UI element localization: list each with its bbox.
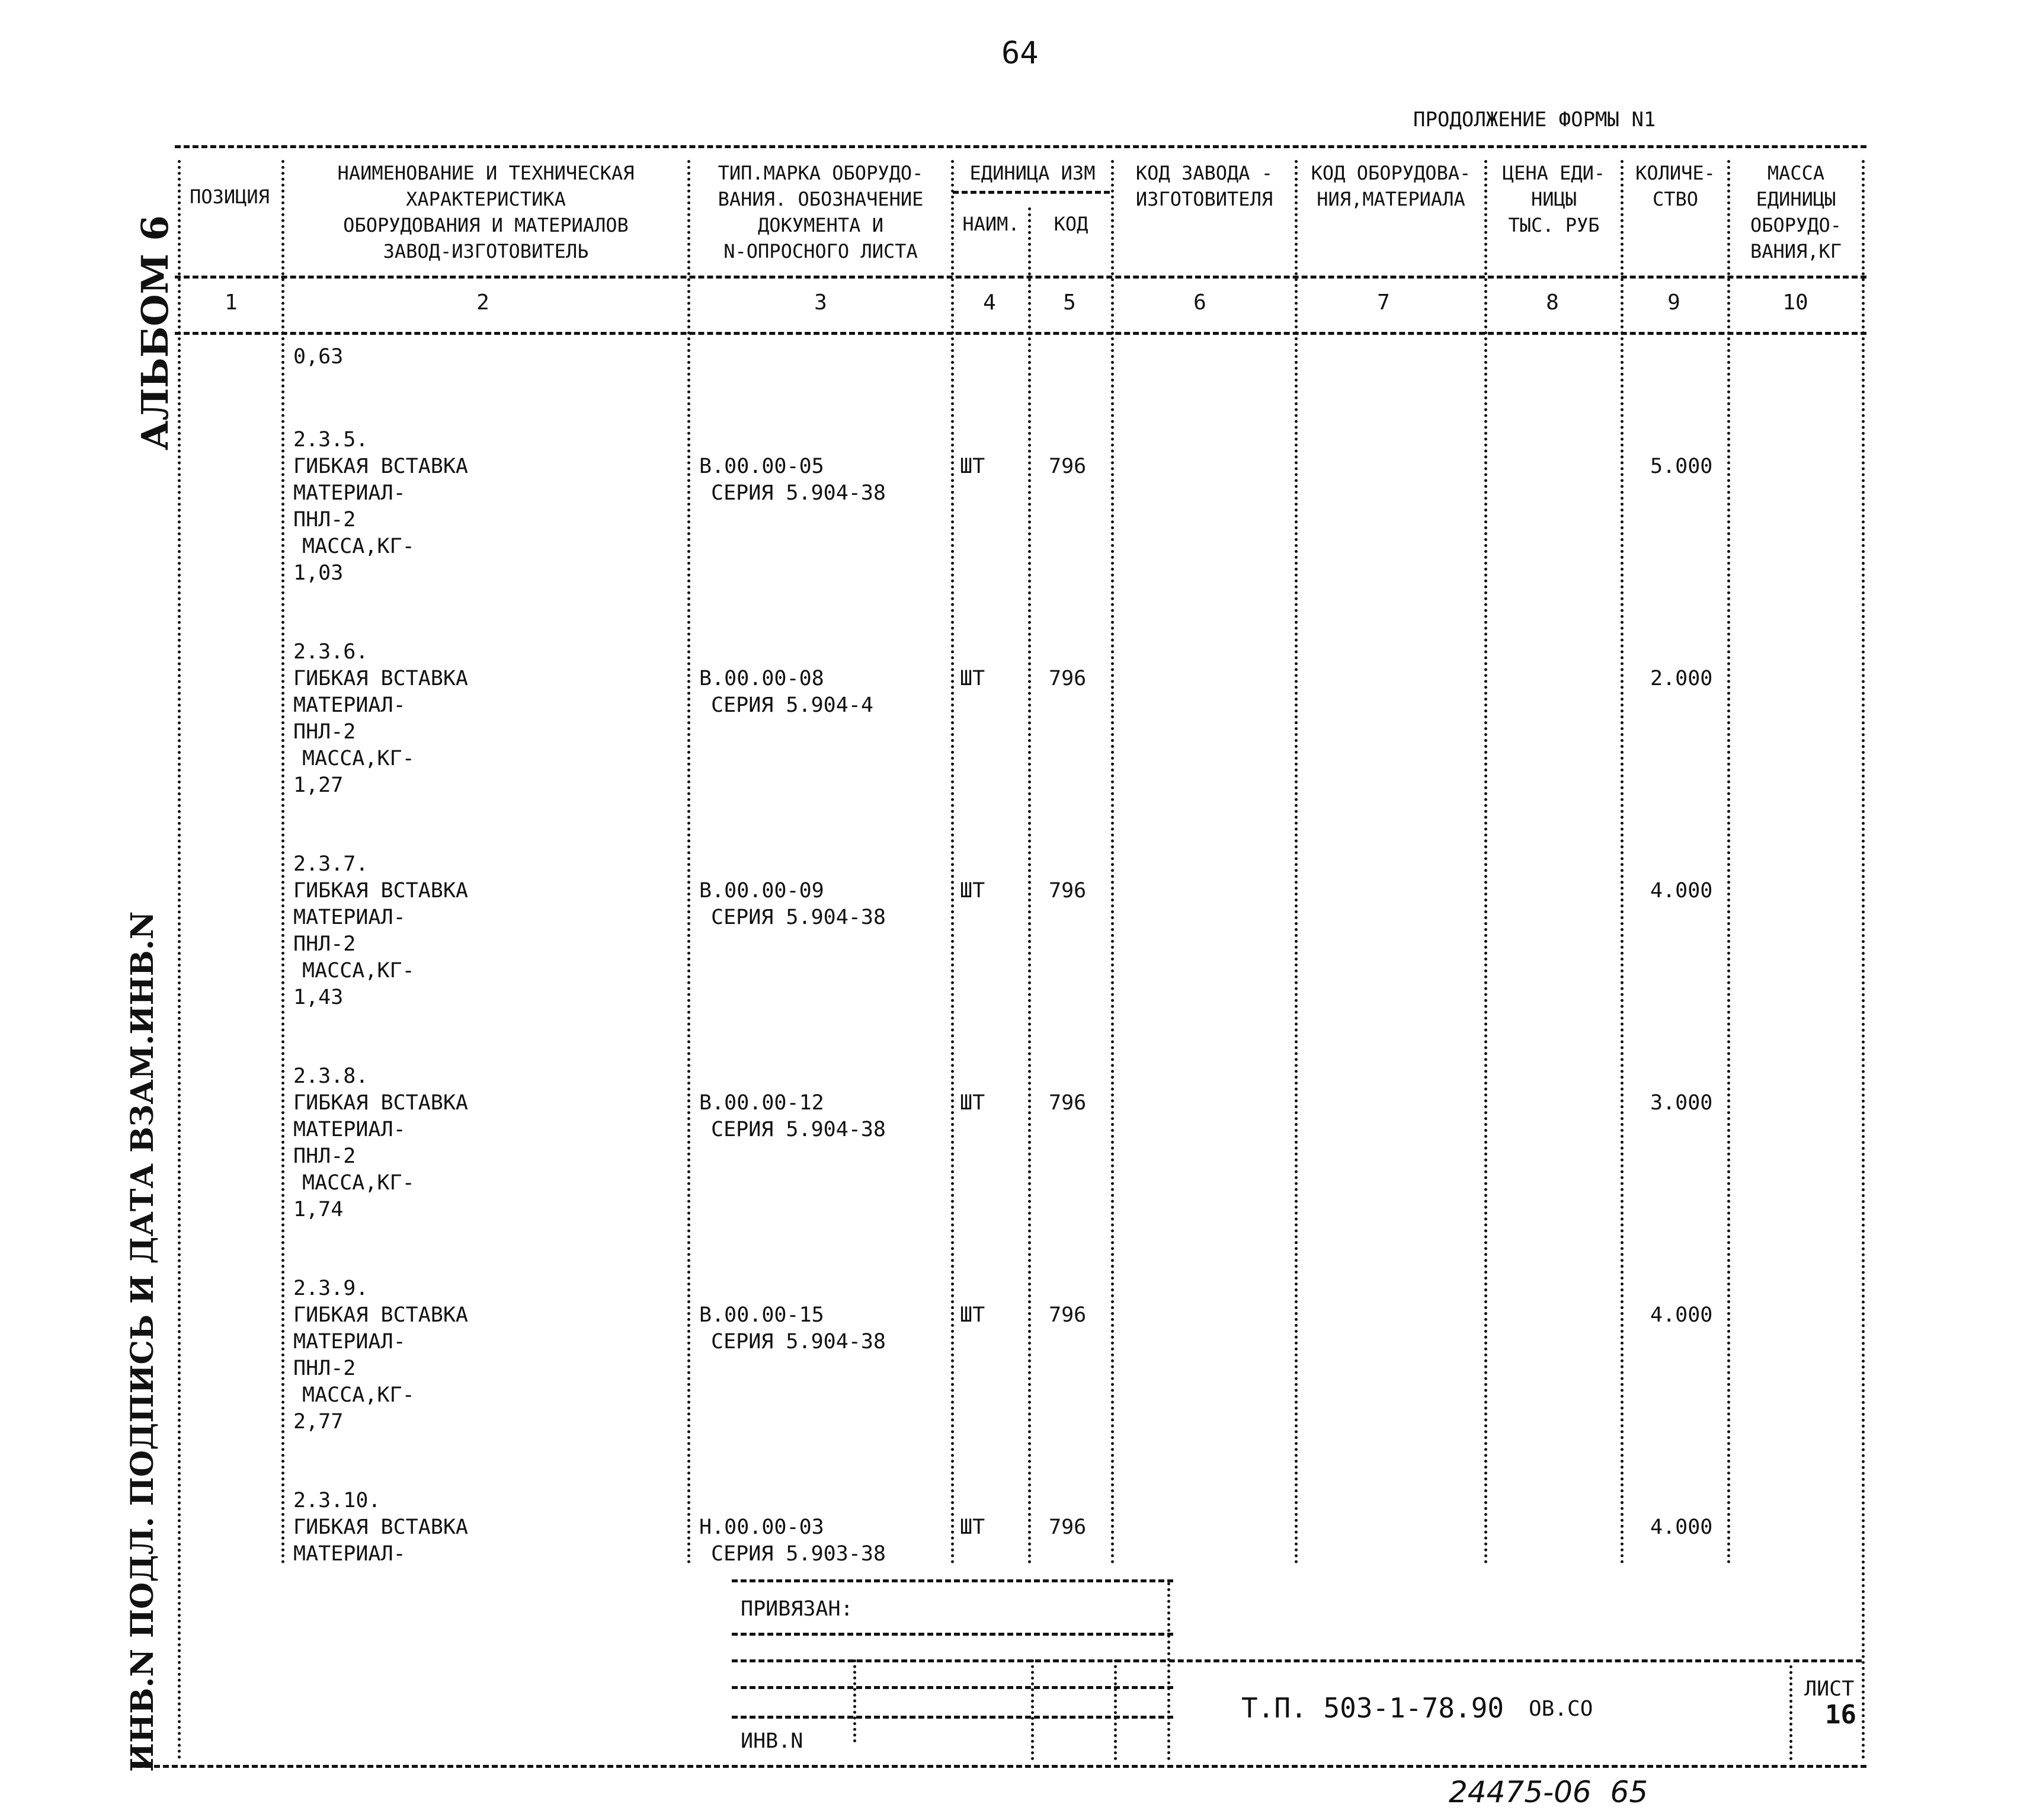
stamp-rule-4 [732,1686,1173,1689]
row-name: ГИБКАЯ ВСТАВКА [293,1303,469,1327]
header-col-5-sub: КОД [1054,213,1088,235]
row-material: МАТЕРИАЛ- [293,1330,406,1354]
row-material: МАТЕРИАЛ- [293,1118,406,1141]
stamp-doc-suffix: ОВ.СО [1529,1697,1593,1721]
row-name: ГИБКАЯ ВСТАВКА [293,667,469,690]
row-code: 796 [1049,879,1087,903]
header-col-4: ЕДИНИЦА ИЗМ [969,162,1096,184]
stamp-rule-2 [732,1633,1173,1636]
row-qty: 5.000 [1650,455,1713,478]
stamp-vsep-5 [1789,1665,1792,1760]
header-col-6: КОД ЗАВОДА - ИЗГОТОВИТЕЛЯ [1135,162,1273,210]
col-sep-1-2 [281,160,284,1565]
stamp-privyazan: ПРИВЯЗАН: [741,1597,853,1621]
col-num-7: 7 [1377,290,1390,315]
col-num-3: 3 [814,290,827,315]
row-unit: ШТ [960,1303,985,1327]
col-sep-left [178,160,181,1760]
stamp-sheet-label: ЛИСТ [1804,1677,1855,1701]
row-code: 796 [1049,667,1087,690]
col-num-1: 1 [225,290,238,315]
row-position: 2.3.9. [293,1277,369,1300]
col-num-5: 5 [1063,290,1076,315]
row-doc: Н.00.00-03 [699,1515,824,1539]
row-material-2: ПНЛ-2 [293,1144,356,1168]
col-sep-9-10 [1727,160,1730,1565]
row-series: СЕРИЯ 5.904-38 [711,481,886,505]
row-mass: 1,74 [293,1198,344,1221]
rule-numbers-bottom [175,332,1866,335]
col-sep-8-9 [1621,160,1624,1565]
row-position: 2.3.6. [293,640,369,664]
col-num-8: 8 [1546,290,1559,315]
row-series: СЕРИЯ 5.904-38 [711,1330,886,1354]
stamp-vsep-4 [1167,1582,1170,1760]
row-series: СЕРИЯ 5.903-38 [711,1542,886,1566]
row-name: ГИБКАЯ ВСТАВКА [293,1091,469,1115]
footer-handwritten: 24475-06 65 [1449,1775,1648,1809]
row-qty: 2.000 [1650,667,1713,690]
lead-line: 0,63 [293,345,344,369]
row-series: СЕРИЯ 5.904-38 [711,906,886,929]
side-label-album: АЛЬБОМ 6 [133,215,177,450]
row-code: 796 [1049,455,1087,478]
row-mass-label: МАССА,КГ- [302,747,415,770]
stamp-inv: ИНВ.N [741,1729,803,1753]
row-unit: ШТ [960,1091,985,1115]
row-material: МАТЕРИАЛ- [293,1542,406,1566]
row-material-2: ПНЛ-2 [293,508,356,532]
row-material-2: ПНЛ-2 [293,1357,356,1380]
row-position: 2.3.10. [293,1489,381,1512]
header-col-10: МАССА ЕДИНИЦЫ ОБОРУДО- ВАНИЯ,КГ [1750,162,1842,263]
row-code: 796 [1049,1303,1087,1327]
row-material: МАТЕРИАЛ- [293,693,406,717]
page-number: 64 [1001,36,1039,71]
row-name: ГИБКАЯ ВСТАВКА [293,879,469,903]
row-material-2: ПНЛ-2 [293,720,356,744]
col-num-10: 10 [1782,290,1808,315]
header-col-3: ТИП.МАРКА ОБОРУДО- ВАНИЯ. ОБОЗНАЧЕНИЕ ДОКУМЕНТА И N-ОПРОСНОГО ЛИСТА [718,162,924,263]
row-mass-label: МАССА,КГ- [302,959,415,983]
side-label-stamp: ИНВ.N ПОДЛ. ПОДПИСЬ И ДАТА ВЗАМ.ИНВ.N [124,911,161,1772]
row-mass: 2,77 [293,1410,344,1434]
row-qty: 3.000 [1650,1091,1713,1115]
header-col-9: КОЛИЧЕ- СТВО [1635,162,1715,210]
row-unit: ШТ [960,1515,985,1539]
row-doc: В.00.00-15 [699,1303,824,1327]
row-qty: 4.000 [1650,1303,1713,1327]
header-col-2: НАИМЕНОВАНИЕ И ТЕХНИЧЕСКАЯ ХАРАКТЕРИСТИКА ОБОРУДОВАНИЯ И МАТЕРИАЛОВ ЗАВОД-ИЗГОТОВИТЕЛЬ [337,162,635,263]
row-doc: В.00.00-12 [699,1091,824,1115]
header-col-4-sub: НАИМ. [962,213,1020,235]
stamp-rule-5 [732,1716,1173,1719]
row-mass-label: МАССА,КГ- [302,1383,415,1407]
row-mass-label: МАССА,КГ- [302,535,415,558]
col-sep-2-3 [687,160,690,1565]
col-sep-right [1862,160,1865,1760]
col-sep-4-5 [1028,207,1031,1565]
row-doc: В.00.00-09 [699,879,824,903]
header-col-7: КОД ОБОРУДОВА- НИЯ,МАТЕРИАЛА [1311,162,1471,210]
stamp-doc-code: Т.П. 503-1-78.90 [1241,1692,1504,1724]
row-mass: 1,03 [293,561,344,585]
col-num-2: 2 [476,290,489,315]
stamp-rule-1 [732,1579,1173,1582]
row-mass-label: МАССА,КГ- [302,1171,415,1195]
row-doc: В.00.00-08 [699,667,824,690]
stamp-vsep-1 [853,1659,856,1742]
row-material: МАТЕРИАЛ- [293,481,406,505]
row-code: 796 [1049,1515,1087,1539]
stamp-rule-3 [732,1659,1862,1662]
col-sep-5-6 [1111,160,1114,1565]
row-unit: ШТ [960,879,985,903]
row-position: 2.3.7. [293,852,369,876]
rule-top [175,145,1866,148]
row-name: ГИБКАЯ ВСТАВКА [293,455,469,478]
row-name: ГИБКАЯ ВСТАВКА [293,1515,469,1539]
row-series: СЕРИЯ 5.904-4 [711,693,873,717]
row-doc: В.00.00-05 [699,455,824,478]
rule-bottom [136,1765,1866,1768]
row-material: МАТЕРИАЛ- [293,906,406,929]
header-col-8: ЦЕНА ЕДИ- НИЦЫ ТЫС. РУБ [1502,162,1606,236]
row-position: 2.3.5. [293,428,369,452]
continuation-title: ПРОДОЛЖЕНИЕ ФОРМЫ N1 [1413,108,1656,132]
row-material-2: ПНЛ-2 [293,932,356,956]
row-unit: ШТ [960,455,985,478]
stamp-vsep-2 [1031,1659,1034,1760]
rule-unit-split [953,191,1110,194]
row-qty: 4.000 [1650,1515,1713,1539]
row-position: 2.3.8. [293,1064,369,1088]
rule-header-bottom [175,276,1866,279]
col-sep-3-4 [951,160,954,1565]
col-num-4: 4 [983,290,996,315]
row-unit: ШТ [960,667,985,690]
col-num-6: 6 [1193,290,1206,315]
col-sep-7-8 [1484,160,1487,1565]
header-col-1: ПОЗИЦИЯ [190,185,270,208]
col-num-9: 9 [1667,290,1680,315]
col-sep-6-7 [1295,160,1298,1565]
row-qty: 4.000 [1650,879,1713,903]
row-mass: 1,43 [293,986,344,1009]
row-mass: 1,27 [293,773,344,797]
row-series: СЕРИЯ 5.904-38 [711,1118,886,1141]
stamp-vsep-3 [1114,1659,1117,1760]
stamp-sheet-number: 16 [1825,1700,1856,1730]
row-code: 796 [1049,1091,1087,1115]
